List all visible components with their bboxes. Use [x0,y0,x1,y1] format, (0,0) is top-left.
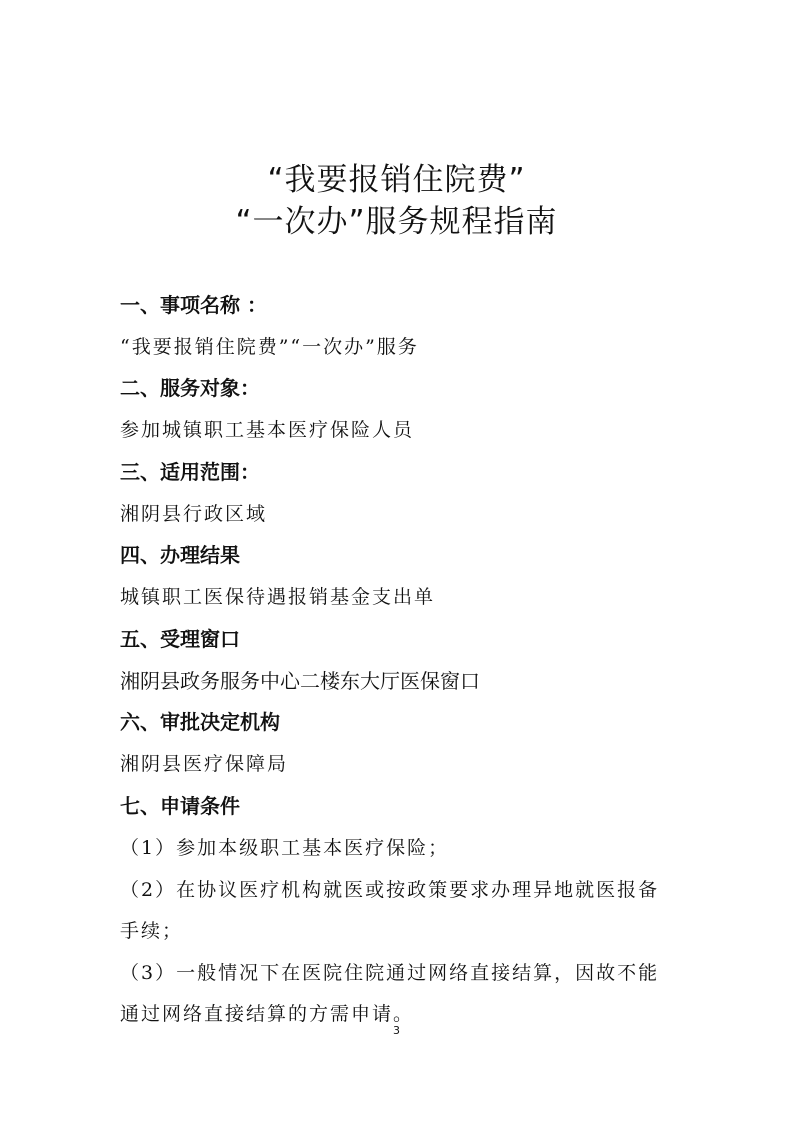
section-body-authority: 湘阴县医疗保障局 [120,753,289,775]
section-body-service-target: 参加城镇职工基本医疗保险人员 [120,419,415,441]
document-title-line-2: “一次办”服务规程指南 [235,204,558,240]
section-heading-scope: 三、适用范围： [120,460,260,484]
section-body-item-name: “我要报销住院费”“一次办”服务 [120,336,419,358]
section-body-scope: 湘阴县行政区域 [120,503,268,525]
section-body-result: 城镇职工医保待遇报销基金支出单 [120,586,436,608]
section-heading-authority: 六、审批决定机构 [120,710,280,734]
section-body-window: 湘阴县政务服务中心二楼东大厅医保窗口 [120,669,480,693]
section-heading-window: 五、受理窗口 [120,627,240,651]
condition-line-1: （1）参加本级职工基本医疗保险； [120,837,450,859]
condition-line-5: 通过网络直接结算的方需申请。 [120,1003,415,1025]
section-heading-item-name: 一、事项名称 ： [120,293,267,317]
page-number: 3 [393,1024,400,1037]
condition-line-2: （2）在协议医疗机构就医或按政策要求办理异地就医报备 [120,879,660,901]
section-heading-result: 四、办理结果 [120,543,240,567]
condition-line-3: 手续； [120,920,184,942]
document-title-line-1: “我要报销住院费” [267,162,526,198]
section-heading-service-target: 二、服务对象： [120,376,260,400]
section-heading-conditions: 七、申请条件 [120,794,240,818]
condition-line-4: （3）一般情况下在医院住院通过网络直接结算，因故不能 [120,962,660,984]
